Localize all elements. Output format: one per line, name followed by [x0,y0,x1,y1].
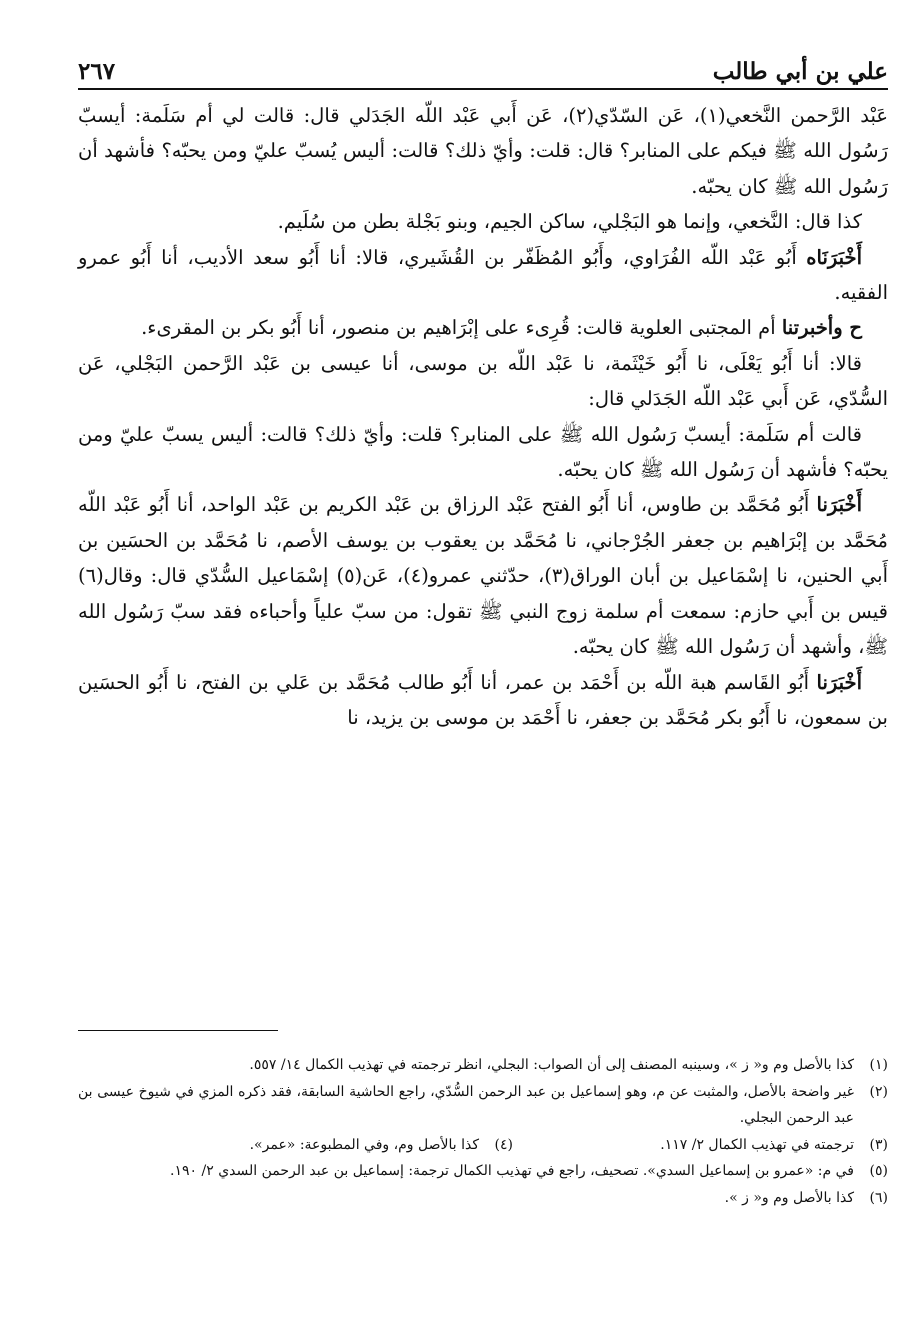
paragraph-8: أَخْبَرَنا أَبُو القَاسم هبة اللّه بن أَحْمَد بن عمر، أنا أَبُو طالب مُحَمَّد بن عَلي بن الفتح، نا أَبُو الحسَين بن سمعون، نا أَبُو بكر مُحَمَّد بن جعفر، نا أَحْمَد بن موسى بن يزيد، نا [78,670,888,729]
footnotes [78,1052,888,1211]
running-title: علي بن أبي طالب [712,58,888,85]
footnote-3: (٣) ترجمته في تهذيب الكمال ٢/ ١١٧. [660,1136,888,1153]
footnote-6: (٦) كذا بالأصل وم و« ز ». [724,1189,888,1206]
footnote-1: (١) كذا بالأصل وم و« ز »، وسينبه المصنف إلى أن الصواب: البجلي، انظر ترجمته في تهذيب الكمال ١٤/ ٥٥٧. [249,1057,888,1073]
paragraph-1: عَبْد الرَّحمن النَّخعي(١)، عَن السّدّي(٢)، عَن أَبي عَبْد اللّه الجَدَلي قال: قالت لي أم سَلَمة: أيسبّ رَسُول الله ﷺ فيكم على المنابر؟ قال: قلت: وأيّ ذلك؟ قالت: أليس يُسبّ عليّ ومن يحبّه؟ فأشهد أن رَسُول الله ﷺ كان يحبّه. [78,104,888,198]
lead-word: ح وأخبرتنا [781,316,862,340]
paragraph-3: أَخْبَرَنَاه أَبُو عَبْد اللّه الفُرَاوي، وأَبُو المُظَفّر بن القُشَيري، قالا: أنا أَبُو سعد الأديب، أنا أَبُو عمرو الفقيه. [78,245,888,305]
paragraph-4: ح وأخبرتنا أم المجتبى العلوية قالت: قُرِىء على إبْرَاهيم بن منصور، أنا أَبُو بكر بن المقرىء. [141,316,862,340]
footnote-row-3-4 [78,1132,888,1159]
page-header [78,52,888,90]
lead-word: أَخْبَرَنا [816,670,862,694]
lead-word: أَخْبَرَنَاه [806,245,862,269]
paragraph-2: كذا قال: النَّخعي، وإنما هو البَجْلي، ساكن الجيم، وبنو بَجْلة بطن من سُلَيم. [277,210,862,234]
footnote-2: (٢) غير واضحة بالأصل، والمثبت عن م، وهو إسماعيل بن عبد الرحمن السُّدّي، راجع الحاشية السابقة، فقد ذكره المزي في شيوخ عيسى بن عبد الرحمن البجلي. [78,1083,888,1126]
book-page [78,52,889,1206]
page-number: ٢٦٧ [78,58,116,85]
paragraph-7: أَخْبَرَنا أَبُو مُحَمَّد بن طاوس، أنا أَبُو الفتح عَبْد الرزاق بن عَبْد الكريم بن عَبْد الواحد، أنا أَبُو عَبْد اللّه مُحَمَّد بن إبْرَاهيم بن جعفر الجُرْجاني، نا مُحَمَّد بن يعقوب بن يوسف الأصم، نا مُحَمَّد بن الحسَين بن أَبي الحنين، نا إسْمَاعيل بن أبان الوراق(٣)، حدّثني عمرو(٤)، عَن(٥) إسْمَاعيل السُّدّي قال: وقال(٦) قيس بن أَبي حازم: سمعت أم سلمة زوج النبي ﷺ تقول: من سبّ علياً وأحباءه فقد سبّ رَسُول الله ﷺ، وأشهد أن رَسُول الله ﷺ كان يحبّه. [78,493,889,659]
paragraph-5: قالا: أنا أَبُو يَعْلَى، نا أَبُو خَيْثَمة، نا عَبْد اللّه بن موسى، أنا عيسى بن عَبْد الرَّحمن البَجْلي، عَن السُّدّي، عَن أَبي عَبْد اللّه الجَدَلي قال: [78,351,888,411]
footnote-separator [78,1030,278,1031]
paragraph-6: قالت أم سَلَمة: أيسبّ رَسُول الله ﷺ على المنابر؟ قلت: وأيّ ذلك؟ قالت: أليس يسبّ عليّ ومن يحبّه؟ فأشهد أن رَسُول الله ﷺ كان يحبّه. [78,422,888,482]
main-text [78,98,888,735]
footnote-5: (٥) في م: «عمرو بن إسماعيل السدي». تصحيف، راجع في تهذيب الكمال ترجمة: إسماعيل بن عبد الرحمن السدي ٢/ ١٩٠. [170,1163,888,1179]
lead-word: أَخْبَرَنا [816,493,862,517]
footnote-4: (٤) كذا بالأصل وم، وفي المطبوعة: «عمر». [249,1136,513,1153]
